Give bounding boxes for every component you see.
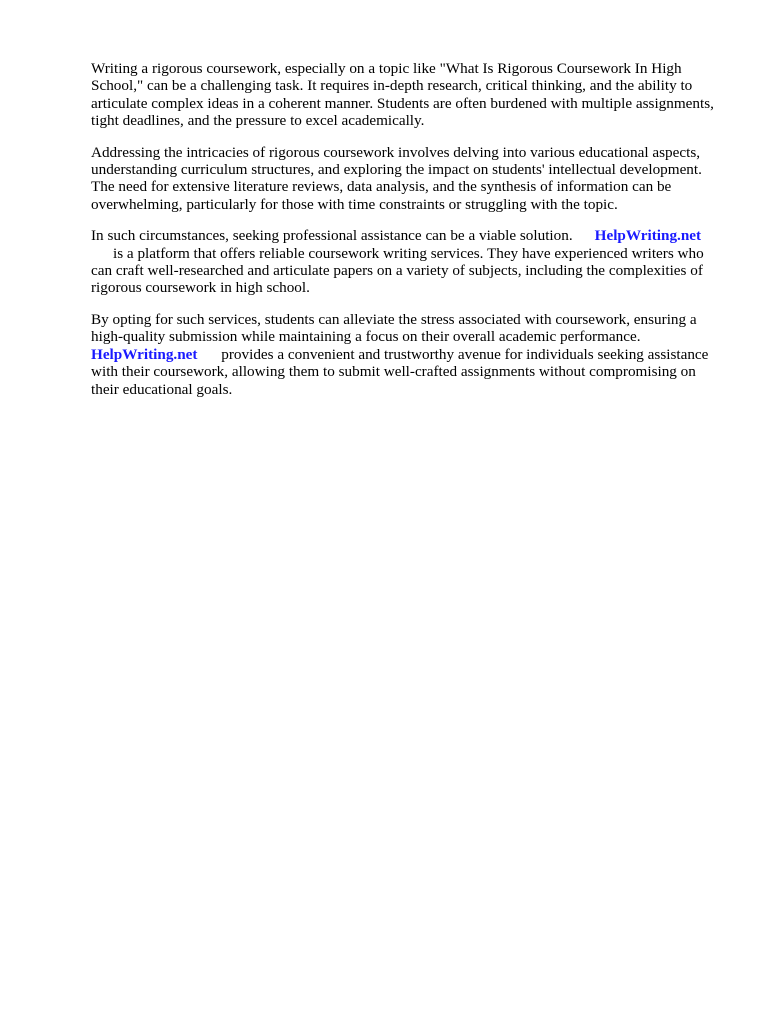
paragraph-assistance bbox=[91, 227, 719, 297]
paragraph-intro: Writing a rigorous coursework, especially on a topic like "What Is Rigorous Coursework In High School," can be a challenging task. It requires in-depth research, critical thinking, and the ability to articulate complex ideas in a coherent manner. Students are often burdened with multiple assignments, tight deadlines, and the pressure to excel academically. bbox=[91, 60, 714, 130]
paragraph-assistance-rest: is a platform that offers reliable coursework writing services. They have experienced writers who can craft well-researched and articulate papers on a variety of subjects, including the complexities of rigorous coursework in high school. bbox=[91, 244, 704, 297]
document-body bbox=[91, 60, 719, 412]
helpwriting-link[interactable]: HelpWriting.net bbox=[594, 227, 702, 245]
paragraph-assistance-lead: In such circumstances, seeking professional assistance can be a viable solution. bbox=[91, 227, 573, 245]
paragraph-services-rest: provides a convenient and trustworthy avenue for individuals seeking assistance with their coursework, allowing them to submit well-crafted assignments without compromising on their educational goals. bbox=[91, 345, 709, 398]
paragraph-intricacies: Addressing the intricacies of rigorous coursework involves delving into various educational aspects, understanding curriculum structures, and exploring the impact on students' intellectual development. The need for extensive literature reviews, data analysis, and the synthesis of information can be overwhelming, particularly for those with time constraints or struggling with the topic. bbox=[91, 143, 702, 213]
paragraph-services-lead: By opting for such services, students can alleviate the stress associated with coursework, ensuring a high-quality submission while maintaining a focus on their overall academic performance. bbox=[91, 310, 697, 346]
helpwriting-link-second[interactable]: HelpWriting.net bbox=[91, 345, 198, 363]
paragraph-services bbox=[91, 311, 719, 398]
